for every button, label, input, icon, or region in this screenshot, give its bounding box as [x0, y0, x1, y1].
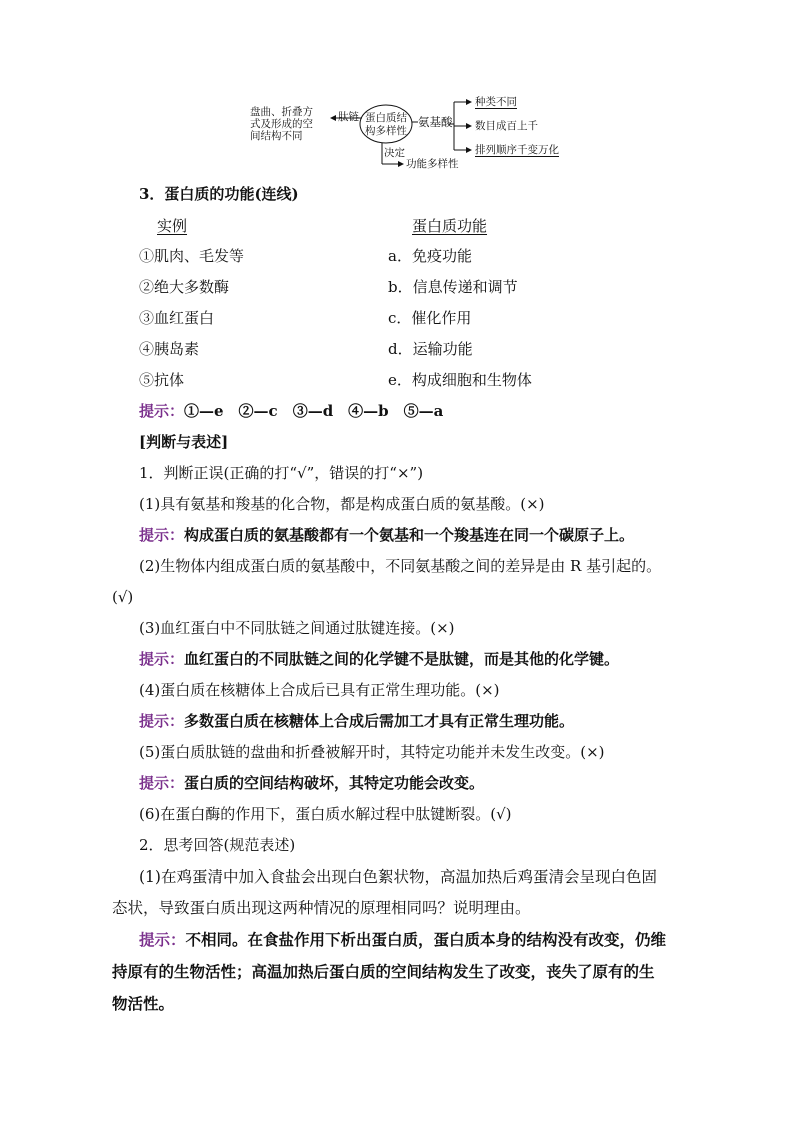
- function-item-b: b．信息传递和调节: [388, 278, 518, 296]
- example-item-4: ④胰岛素: [139, 340, 200, 358]
- judge-heading: [判断与表述]: [139, 433, 229, 451]
- hint-label: 提示：: [139, 712, 185, 730]
- hint-label: 提示：: [139, 526, 185, 544]
- judge-q2-question-line-1: (1)在鸡蛋清中加入食盐会出现白色絮状物，高温加热后鸡蛋清会呈现白色固: [139, 868, 657, 886]
- judge-item-6: (6)在蛋白酶的作用下，蛋白质水解过程中肽键断裂。(√): [139, 805, 512, 823]
- judge-hint-4: [139, 710, 574, 732]
- section3-title: 3．蛋白质的功能(连线): [139, 185, 299, 203]
- judge-item-4: (4)蛋白质在核糖体上合成后已具有正常生理功能。(×): [139, 681, 500, 699]
- diagram-left-line-3: 间结构不同: [250, 130, 303, 142]
- judge-item-2: (2)生物体内组成蛋白质的氨基酸中，不同氨基酸之间的差异是由 R 基引起的。: [139, 557, 662, 575]
- example-item-1: ①肌肉、毛发等: [139, 247, 245, 265]
- judge-q1-title: 1．判断正误(正确的打“√”，错误的打“×”): [139, 464, 424, 482]
- diagram-function: 功能多样性: [406, 158, 459, 170]
- col-header-examples: 实例: [157, 217, 188, 235]
- hint-text: 构成蛋白质的氨基酸都有一个氨基和一个羧基连在同一个碳原子上。: [184, 526, 635, 544]
- diagram-left-line-1: 盘曲、折叠方: [250, 106, 313, 118]
- function-item-d: d．运输功能: [388, 340, 473, 358]
- hint-text: 血红蛋白的不同肽链之间的化学键不是肽键，而是其他的化学键。: [184, 650, 620, 668]
- diagram-center-line-1: 蛋白质结: [365, 112, 407, 124]
- hint-label: 提示：: [139, 402, 185, 420]
- diagram-center-line-2: 构多样性: [365, 125, 407, 137]
- section3-hint: [139, 400, 443, 422]
- diagram-determines: 决定: [384, 147, 405, 159]
- function-item-c: c．催化作用: [388, 309, 472, 327]
- judge-hint-3: [139, 648, 619, 670]
- judge-item-2-cont: (√): [112, 588, 134, 606]
- example-item-5: ⑤抗体: [139, 371, 185, 389]
- hint-label: 提示：: [139, 650, 185, 668]
- hint-text: 蛋白质的空间结构破坏，其特定功能会改变。: [184, 774, 485, 792]
- judge-q2-title: 2．思考回答(规范表述): [139, 836, 296, 854]
- function-item-a: a．免疫功能: [388, 247, 472, 265]
- function-item-e: e．构成细胞和生物体: [388, 371, 532, 389]
- judge-item-3: (3)血红蛋白中不同肽链之间通过肽键连接。(×): [139, 619, 455, 637]
- judge-q2-answer-line-3: 物活性。: [112, 994, 175, 1013]
- diagram-branch-order: 排列顺序千变万化: [475, 144, 559, 156]
- judge-q2-answer-line-1: [139, 929, 666, 951]
- example-item-2: ②绝大多数酶: [139, 278, 230, 296]
- hint-label: 提示：: [139, 774, 185, 792]
- protein-structure-diagram: [250, 92, 570, 174]
- diagram-peptide-chain: 肽链: [338, 111, 359, 123]
- hint-label: 提示：: [139, 930, 186, 949]
- hint-answer: ①—e ②—c ③—d ④—b ⑤—a: [184, 402, 444, 420]
- judge-item-5: (5)蛋白质肽链的盘曲和折叠被解开时，其特定功能并未发生改变。(×): [139, 743, 605, 761]
- diagram-amino-acid: 氨基酸: [418, 115, 453, 129]
- judge-q2-question-line-2: 态状，导致蛋白质出现这两种情况的原理相同吗？说明理由。: [112, 899, 531, 917]
- col-header-functions: 蛋白质功能: [412, 217, 488, 235]
- judge-hint-5: [139, 772, 484, 794]
- hint-text: 不相同。在食盐作用下析出蛋白质，蛋白质本身的结构没有改变，仍维: [185, 930, 667, 949]
- example-item-3: ③血红蛋白: [139, 309, 215, 327]
- hint-text: 多数蛋白质在核糖体上合成后需加工才具有正常生理功能。: [184, 712, 575, 730]
- diagram-branch-number: 数目成百上千: [475, 120, 538, 132]
- diagram-left-line-2: 式及形成的空: [250, 118, 313, 130]
- judge-item-1: (1)具有氨基和羧基的化合物，都是构成蛋白质的氨基酸。(×): [139, 495, 545, 513]
- judge-hint-1: [139, 524, 634, 546]
- judge-q2-answer-line-2: 持原有的生物活性；高温加热后蛋白质的空间结构发生了改变，丧失了原有的生: [112, 962, 655, 981]
- diagram-branch-type: 种类不同: [475, 96, 517, 108]
